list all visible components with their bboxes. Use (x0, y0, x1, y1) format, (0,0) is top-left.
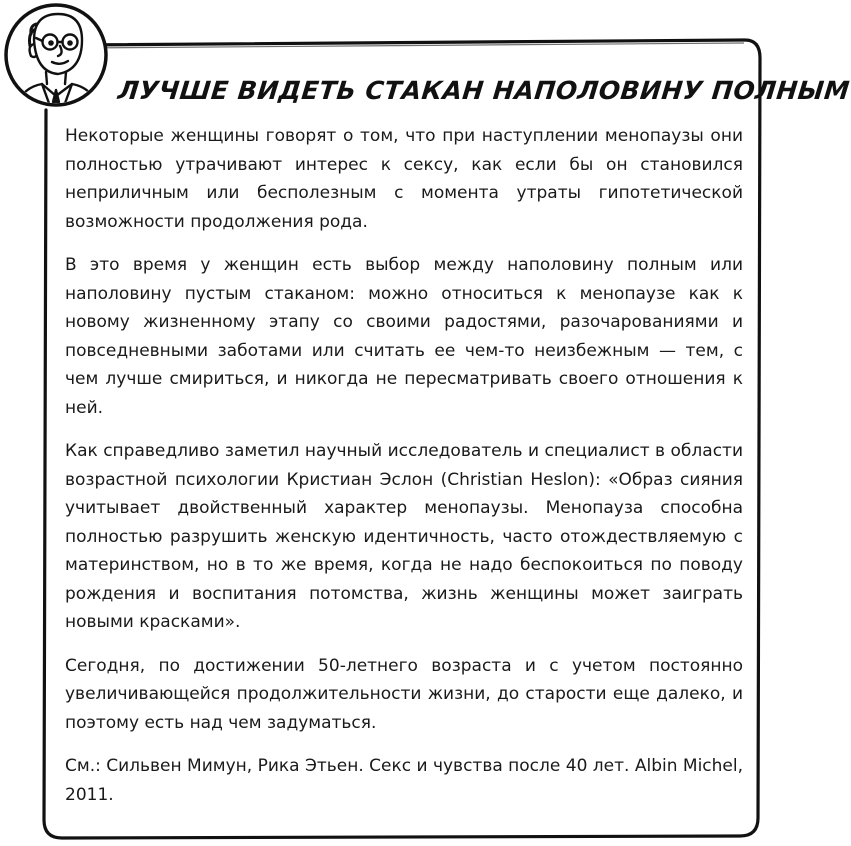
reference-note: См.: Сильвен Мимун, Рика Этьен. Секс и чувства после 40 лет. Albin Michel, 2011. (65, 756, 743, 805)
box-content (65, 122, 743, 824)
paragraph-1: Некоторые женщины говорят о том, что при наступлении менопаузы они полностью утрачивают интерес к сексу, как если бы он становился неприличным или бесполезным с момента утраты гипотетической возможности продолжения рода. (65, 126, 743, 232)
box-title: ЛУЧШЕ ВИДЕТЬ СТАКАН НАПОЛОВИНУ ПОЛНЫМ (116, 76, 851, 105)
paragraph-4: Сегодня, по достижении 50-летнего возраста и с учетом постоянно увеличивающейся продолжительности жизни, до старости еще далеко, и поэтому есть над чем задуматься. (65, 655, 743, 733)
paragraph-2: В это время у женщин есть выбор между наполовину полным или наполовину пустым стаканом: можно относиться к менопаузе как к новому жизненному этапу со своими радостями, разочарованиями и повседневными заботами или считать ее чем-то неизбежным — тем, с чем лучше смириться, и никогда не пересматривать своего отношения к ней. (65, 255, 743, 418)
doctor-portrait-icon (0, 0, 120, 112)
paragraph-3: Как справедливо заметил научный исследователь и специалист в области возрастной психологии Кристиан Эслон (Christian Heslon): «Образ сияния учитывает двойственный характер менопаузы. Менопауза способна полностью разрушить женскую идентичность, часто отождествляемую с материнством, но в то же время, когда не надо беспокоиться по поводу рождения и воспитания потомства, жизнь женщины может заиграть новыми красками». (65, 441, 743, 632)
